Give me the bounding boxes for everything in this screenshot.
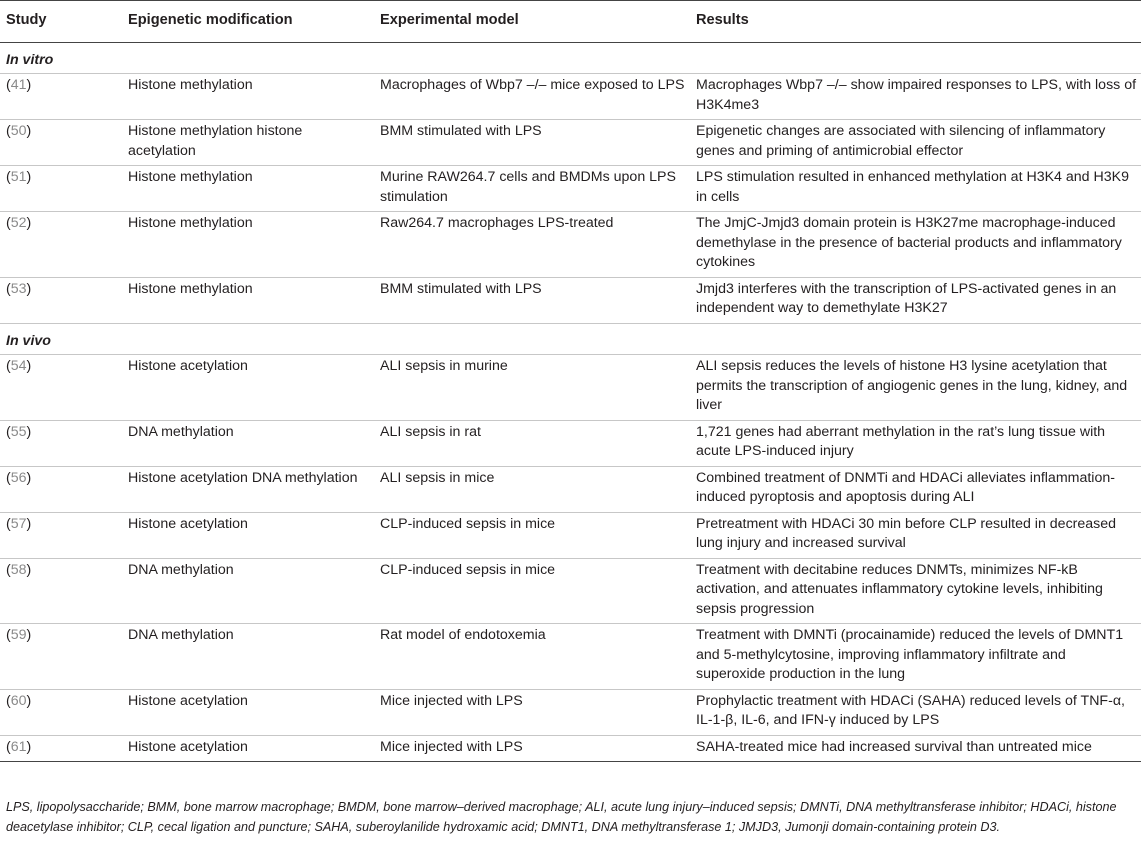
study-cell: (51) [0,166,122,212]
results-cell: Epigenetic changes are associated with silencing of inflammatory genes and priming of antimicrobial effector [690,120,1141,166]
study-cell: (54) [0,355,122,421]
modification-cell: Histone acetylation [122,689,374,735]
study-cell: (58) [0,558,122,624]
reference-link[interactable]: 57 [10,515,27,532]
results-cell: 1,721 genes had aberrant methylation in the rat’s lung tissue with acute LPS-induced injury [690,420,1141,466]
reference-link[interactable]: 51 [10,169,27,185]
model-cell: BMM stimulated with LPS [374,277,690,323]
table-row [0,466,1141,512]
modification-cell: Histone methylation [122,277,374,323]
results-cell: Jmjd3 interferes with the transcription of LPS-activated genes in an independent way to demethylate H3K27 [690,277,1141,323]
reference-link[interactable]: 53 [10,280,27,297]
table-body [0,42,1141,762]
table-row [0,735,1141,762]
model-cell: Mice injected with LPS [374,735,690,762]
modification-cell: Histone methylation [122,166,374,212]
table-row [0,355,1141,421]
reference-link[interactable]: 58 [10,561,27,578]
header-experimental-model: Experimental model [374,1,690,43]
section-row [0,323,1141,355]
section-row [0,42,1141,74]
results-cell: Treatment with decitabine reduces DNMTs, minimizes NF-kB activation, and attenuates inflammatory cytokine levels, inhibiting sepsis progression [690,558,1141,624]
modification-cell: DNA methylation [122,558,374,624]
table-row [0,558,1141,624]
results-cell: Pretreatment with HDACi 30 min before CLP resulted in decreased lung injury and increased survival [690,512,1141,558]
model-cell: Mice injected with LPS [374,689,690,735]
table-footnote: LPS, lipopolysaccharide; BMM, bone marrow macrophage; BMDM, bone marrow–derived macrophage; ALI, acute lung injury–induced sepsis; DMNTi, DNA methyltransferase inhibitor; HDACi, histone deacetylase inhibitor; CLP, cecal ligation and puncture; SAHA, suberoylanilide hydroxamic acid; DMNT1, DNA methyltransferase 1; JMJD3, Jumonji domain-containing protein D3. [6,800,1117,834]
reference-link[interactable]: 60 [10,692,27,709]
model-cell: ALI sepsis in rat [374,420,690,466]
study-cell: (52) [0,212,122,278]
study-cell: (41) [0,74,122,120]
modification-cell: Histone methylation [122,212,374,278]
study-cell: (56) [0,466,122,512]
section-title: In vivo [0,323,1141,355]
header-study: Study [0,1,122,43]
model-cell: CLP-induced sepsis in mice [374,512,690,558]
model-cell: Raw264.7 macrophages LPS-treated [374,212,690,278]
reference-link[interactable]: 55 [10,423,27,440]
modification-cell: DNA methylation [122,420,374,466]
table-row [0,689,1141,735]
modification-cell: Histone acetylation [122,512,374,558]
table-row [0,420,1141,466]
results-cell: ALI sepsis reduces the levels of histone H3 lysine acetylation that permits the transcription of angiogenic genes in the lung, kidney, and liver [690,355,1141,421]
results-cell: LPS stimulation resulted in enhanced methylation at H3K4 and H3K9 in cells [690,166,1141,212]
results-cell: The JmjC-Jmjd3 domain protein is H3K27me macrophage-induced demethylase in the presence of bacterial products and inflammatory cytokines [690,212,1141,278]
study-cell: (57) [0,512,122,558]
results-cell: Treatment with DMNTi (procainamide) reduced the levels of DMNT1 and 5-methylcytosine, improving inflammatory infiltrate and superoxide production in the lung [690,624,1141,690]
reference-link[interactable]: 59 [10,627,27,643]
model-cell: BMM stimulated with LPS [374,120,690,166]
model-cell: Murine RAW264.7 cells and BMDMs upon LPS stimulation [374,166,690,212]
model-cell: ALI sepsis in mice [374,466,690,512]
table-row [0,512,1141,558]
model-cell: Macrophages of Wbp7 –/– mice exposed to LPS [374,74,690,120]
table-header [0,1,1141,43]
table-row [0,120,1141,166]
modification-cell: Histone acetylation [122,735,374,762]
model-cell: ALI sepsis in murine [374,355,690,421]
modification-cell: Histone methylation [122,74,374,120]
model-cell: CLP-induced sepsis in mice [374,558,690,624]
study-cell: (60) [0,689,122,735]
results-cell: Combined treatment of DNMTi and HDACi alleviates inflammation-induced pyroptosis and apoptosis during ALI [690,466,1141,512]
modification-cell: DNA methylation [122,624,374,690]
header-results: Results [690,1,1141,43]
modification-cell: Histone acetylation DNA methylation [122,466,374,512]
header-epigenetic-modification: Epigenetic modification [122,1,374,43]
table-row [0,74,1141,120]
reference-link[interactable]: 61 [10,738,27,755]
table-row [0,212,1141,278]
reference-link[interactable]: 52 [10,215,27,231]
reference-link[interactable]: 54 [10,358,27,374]
modification-cell: Histone methylation histone acetylation [122,120,374,166]
study-cell: (50) [0,120,122,166]
study-cell: (61) [0,735,122,762]
table-row [0,166,1141,212]
model-cell: Rat model of endotoxemia [374,624,690,690]
study-cell: (59) [0,624,122,690]
results-cell: SAHA-treated mice had increased survival than untreated mice [690,735,1141,762]
modification-cell: Histone acetylation [122,355,374,421]
study-cell: (55) [0,420,122,466]
table-row [0,277,1141,323]
section-title: In vitro [0,42,1141,74]
results-cell: Prophylactic treatment with HDACi (SAHA) reduced levels of TNF-α, IL-1-β, IL-6, and IFN-γ induced by LPS [690,689,1141,735]
reference-link[interactable]: 41 [10,77,27,93]
study-cell: (53) [0,277,122,323]
results-cell: Macrophages Wbp7 –/– show impaired responses to LPS, with loss of H3K4me3 [690,74,1141,120]
reference-link[interactable]: 50 [10,123,27,139]
reference-link[interactable]: 56 [10,469,27,486]
table-row [0,624,1141,690]
